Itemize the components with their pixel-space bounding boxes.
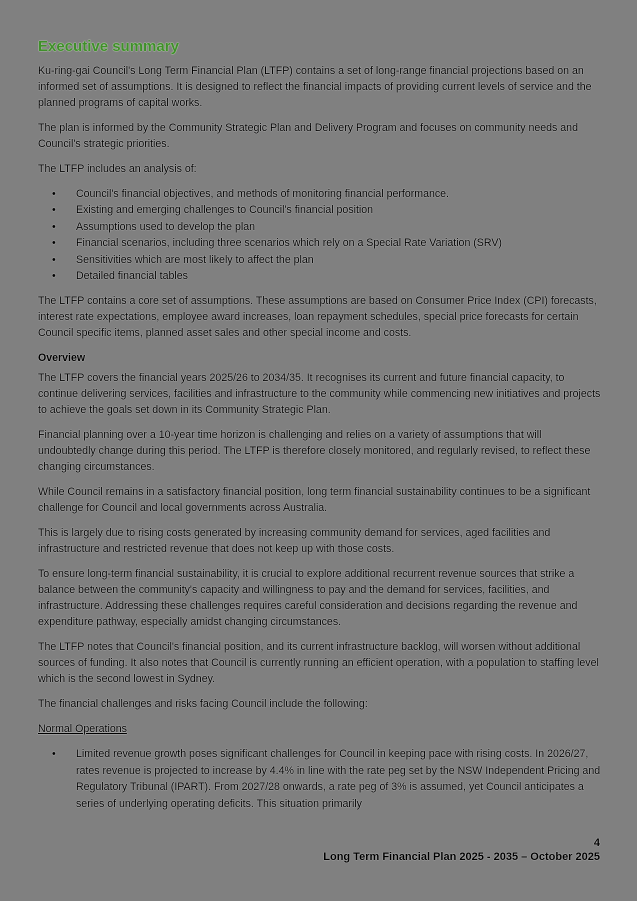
intro-paragraph: The plan is informed by the Community Strategic Plan and Delivery Program and focuses on community needs and Council's strategic priorities.	[38, 122, 578, 150]
intro-paragraph: The LTFP includes an analysis of:	[38, 163, 197, 175]
overview-paragraph: The LTFP notes that Council's financial position, and its current infrastructure backlog, will worsen without additional sources of funding. It also notes that Council is currently running an efficient operation, with a population to staffing level which is the second lowest in Sydney.	[38, 641, 599, 686]
page-content	[38, 38, 602, 821]
normal-operations-heading: Normal Operations	[38, 723, 127, 736]
list-item: • Financial scenarios, including three scenarios which rely on a Special Rate Variation (SRV)	[76, 235, 602, 251]
overview-heading: Overview	[38, 352, 86, 365]
overview-paragraph: This is largely due to rising costs generated by increasing community demand for services, aged facilities and infrastructure and restricted revenue that does not keep up with those costs.	[38, 527, 551, 556]
overview-paragraph: To ensure long-term financial sustainability, it is crucial to explore additional recurrent revenue sources that strike a balance between the community's capacity and willingness to pay and the demand for services, facilities, and infrastructure. Addressing these challenges requires careful consideration and decisions regarding the revenue and expenditure pathway, especially amidst changing circumstances.	[38, 568, 578, 629]
page-number: 4	[593, 837, 600, 849]
overview-paragraph: The LTFP covers the financial years 2025/26 to 2034/35. It recognises its current and future financial capacity, to continue delivering services, facilities and infrastructure to the community while commencing new initiatives and projects to achieve the goals set down in its Community Strategic Plan.	[38, 372, 601, 417]
intro-paragraph: Ku-ring-gai Council's Long Term Financial Plan (LTFP) contains a set of long-range financial projections based on an informed set of assumptions. It is designed to reflect the financial impacts of providing current levels of service and the planned programs of capital works.	[38, 65, 592, 109]
list-item: • Existing and emerging challenges to Council's financial position	[76, 202, 602, 218]
analysis-list	[38, 186, 602, 284]
overview-paragraph: Financial planning over a 10-year time horizon is challenging and relies on a variety of assumptions that will undoubtedly change during this period. The LTFP is therefore closely monitored, and regularly revised, to reflect these changing circumstances.	[38, 429, 591, 474]
overview-paragraph: The financial challenges and risks facing Council include the following:	[38, 698, 368, 711]
list-item: • Sensitivities which are most likely to affect the plan	[76, 252, 602, 268]
document-title: Long Term Financial Plan 2025 - 2035 – October 2025	[323, 851, 600, 863]
normal-operations-list	[38, 746, 602, 812]
list-item: • Detailed financial tables	[76, 268, 602, 284]
list-item: • Council's financial objectives, and methods of monitoring financial performance.	[76, 186, 602, 202]
page-footer	[323, 836, 600, 864]
list-item: • Limited revenue growth poses significant challenges for Council in keeping pace with rising costs. In 2026/27, rates revenue is projected to increase by 4.4% in line with the rate peg set by the NSW Independent Pricing and Regulatory Tribunal (IPART). From 2027/28 onwards, a rate peg of 3% is assumed, yet Council anticipates a series of underlying operating deficits. This situation primarily	[76, 746, 602, 812]
section-heading: Executive summary	[38, 38, 179, 55]
overview-paragraph: While Council remains in a satisfactory financial position, long term financial sustainability continues to be a significant challenge for Council and local governments across Australia.	[38, 486, 591, 515]
list-item: • Assumptions used to develop the plan	[76, 219, 602, 235]
assumptions-paragraph: The LTFP contains a core set of assumptions. These assumptions are based on Consumer Price Index (CPI) forecasts, interest rate expectations, employee award increases, loan repayment schedules, special price forecasts for certain Council specific items, planned asset sales and other special income and costs.	[38, 295, 597, 340]
